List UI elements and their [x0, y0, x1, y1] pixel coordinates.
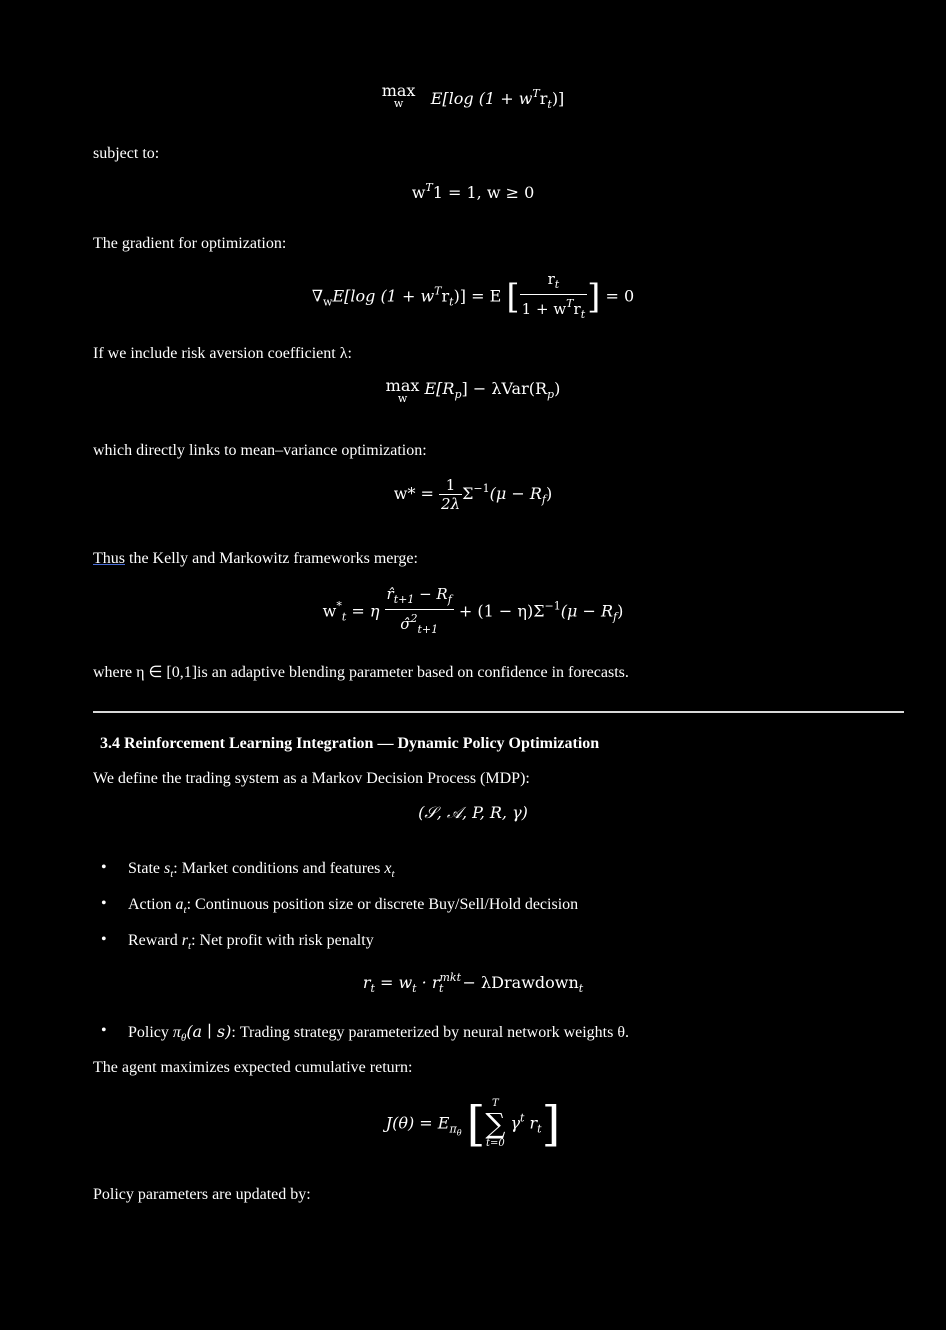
- eq-text: ] − λVar(R: [461, 379, 548, 398]
- eq-text: J(θ) = E: [385, 1113, 450, 1133]
- eq-text: E[R: [424, 379, 455, 398]
- eq-var: γ: [510, 1113, 521, 1133]
- eq-text: (μ − R: [489, 484, 542, 503]
- right-bracket: ]: [587, 277, 601, 317]
- eq-var: π: [172, 1024, 181, 1041]
- list-text: Action: [128, 896, 176, 913]
- eq-text: 1 = 1, w ≥ 0: [432, 183, 535, 202]
- sum-upper: T: [492, 1098, 499, 1109]
- paragraph-mean-variance: which directly links to mean–variance optimization:: [93, 442, 427, 459]
- eq-num: 1: [445, 476, 456, 494]
- max-label: max: [385, 376, 420, 395]
- eq-text: )] = E: [453, 286, 502, 306]
- list-item-policy: [128, 1022, 629, 1048]
- eq-sub: f: [447, 593, 452, 606]
- eq-sup: T: [566, 297, 574, 310]
- sigma-icon: ∑: [485, 1107, 506, 1140]
- eq-sub: t+1: [393, 593, 415, 606]
- fraction: [520, 270, 587, 324]
- eq-sub: t: [547, 98, 552, 111]
- nabla-symbol: ∇: [311, 286, 324, 306]
- eq-text: − R: [414, 585, 448, 603]
- equation-mean-variance-objective: [0, 378, 946, 406]
- list-text: : Trading strategy parameterized by neural network weights θ.: [231, 1024, 629, 1041]
- max-label: max: [381, 81, 416, 100]
- eq-sub: t: [188, 940, 192, 952]
- eq-text: )]: [551, 89, 565, 108]
- eq-var: w: [398, 973, 413, 992]
- eq-text: r: [441, 286, 450, 306]
- eq-text: w: [322, 601, 337, 621]
- eq-sub: θ: [180, 1032, 187, 1044]
- eq-sub: p: [547, 388, 555, 401]
- eq-sub: p: [454, 388, 462, 401]
- list-text: : Net profit with risk penalty: [191, 932, 374, 949]
- eq-var: s: [164, 860, 171, 877]
- eq-var: r: [181, 932, 188, 949]
- eq-sup: mkt: [439, 971, 462, 984]
- eq-text: r: [573, 300, 581, 318]
- spellcheck-word[interactable]: Thus: [93, 550, 125, 567]
- paragraph-mdp: We define the trading system as a Markov Decision Process (MDP):: [93, 770, 530, 787]
- paragraph-eta: where η ∈ [0,1]is an adaptive blending parameter based on confidence in forecasts.: [93, 664, 629, 681]
- equation-optimal-weights: [0, 476, 946, 513]
- paragraph-agent: The agent maximizes expected cumulative return:: [93, 1059, 413, 1076]
- eq-sub: t: [537, 1122, 542, 1136]
- summation: [485, 1098, 505, 1150]
- eq-var: a: [175, 896, 184, 913]
- sum-lower: t=0: [485, 1138, 505, 1149]
- paragraph-subject-to: subject to:: [93, 145, 160, 162]
- eq-text: Σ: [462, 484, 474, 503]
- eq-sub: f: [613, 610, 618, 624]
- eq-sup: T: [532, 87, 540, 100]
- eq-sub: t: [341, 610, 347, 624]
- max-subscript: w: [397, 392, 408, 405]
- paragraph-merge: [93, 549, 418, 569]
- eq-text: ): [617, 601, 624, 621]
- eq-text: = 0: [605, 286, 635, 306]
- eq-var: x: [384, 860, 392, 877]
- fraction: [385, 585, 454, 639]
- list-text: : Continuous position size or discrete Buy/Sell/Hold decision: [186, 896, 579, 913]
- eq-sub: π: [449, 1122, 457, 1136]
- eq-text: = η: [346, 601, 380, 621]
- eq-sub: f: [541, 493, 546, 506]
- list-text: Policy: [128, 1024, 173, 1041]
- eq-sup: −1: [544, 599, 561, 613]
- eq-sub: t: [554, 278, 560, 291]
- eq-text: 1 + w: [521, 300, 567, 318]
- bullet-icon: •: [101, 931, 107, 948]
- eq-text: r: [547, 270, 555, 288]
- eq-text: ): [554, 379, 561, 398]
- eq-sub: θ: [456, 1128, 462, 1138]
- eq-sub: t: [449, 295, 454, 309]
- eq-text: ): [545, 484, 553, 503]
- eq-sup: *: [336, 599, 342, 613]
- eq-text: · r: [416, 973, 440, 992]
- eq-sub: t: [183, 904, 187, 916]
- horizontal-divider: [93, 711, 904, 713]
- left-bracket: [: [506, 277, 520, 317]
- equation-blend: [0, 585, 946, 639]
- bullet-icon: •: [101, 1022, 107, 1039]
- list-text: Reward: [128, 932, 182, 949]
- eq-sup: 2: [410, 612, 418, 625]
- eq-sub: t: [578, 982, 584, 995]
- paragraph-policy-update: Policy parameters are updated by:: [93, 1186, 311, 1203]
- equation-constraint: [0, 177, 946, 204]
- paragraph-text: the Kelly and Markowitz frameworks merge:: [125, 550, 418, 567]
- eq-text: r̂: [386, 585, 394, 603]
- eq-sub: t: [580, 308, 586, 321]
- eq-text: σ̂: [400, 615, 411, 633]
- eq-text: − λDrawdown: [457, 973, 579, 992]
- right-bracket: ]: [541, 1096, 561, 1152]
- list-item-state: [128, 859, 395, 884]
- eq-text: E[log (1 + w: [332, 286, 435, 306]
- eq-sub: t: [170, 868, 174, 880]
- eq-text: =: [374, 973, 399, 992]
- paragraph-risk-aversion: If we include risk aversion coefficient λ:: [93, 345, 352, 362]
- fraction: [439, 476, 462, 513]
- eq-sup: −1: [473, 482, 490, 495]
- eq-sub: w: [323, 295, 333, 309]
- equation-objective: [0, 1098, 946, 1150]
- eq-text: (a ∣ s): [186, 1022, 232, 1041]
- eq-den: 2λ: [441, 495, 461, 513]
- eq-text: w* =: [393, 484, 440, 503]
- eq-var: r: [524, 1113, 538, 1133]
- eq-sup: T: [425, 181, 433, 194]
- eq-sup: T: [434, 284, 442, 298]
- eq-sub: t: [439, 982, 444, 995]
- paragraph-gradient: The gradient for optimization:: [93, 235, 287, 252]
- section-heading: 3.4 Reinforcement Learning Integration — Dynamic Policy Optimization: [100, 735, 600, 752]
- eq-text: w: [411, 183, 426, 202]
- list-text: State: [128, 860, 164, 877]
- list-item-reward: [128, 931, 374, 956]
- eq-sup: t: [520, 1111, 525, 1125]
- bullet-icon: •: [101, 859, 107, 876]
- equation-mdp-tuple: (𝒮, 𝒜, P, R, γ): [418, 803, 528, 822]
- eq-sub: t: [391, 868, 395, 880]
- eq-text: r: [539, 89, 548, 108]
- max-operator: [382, 83, 416, 108]
- equation-gradient: [0, 270, 946, 324]
- eq-sub: t+1: [417, 623, 439, 636]
- max-subscript: w: [393, 97, 404, 110]
- left-bracket: [: [466, 1096, 486, 1152]
- list-text: : Market conditions and features: [173, 860, 385, 877]
- max-operator: [386, 378, 420, 403]
- equation-kelly-objective: [0, 83, 946, 116]
- eq-text: (μ − R: [560, 601, 614, 621]
- eq-sub: t: [412, 982, 417, 995]
- eq-var: r: [362, 973, 371, 992]
- bullet-icon: •: [101, 895, 107, 912]
- list-item-action: [128, 895, 578, 920]
- eq-text: E[log (1 + w: [430, 89, 533, 108]
- eq-sub: t: [370, 982, 375, 995]
- equation-reward: [0, 967, 946, 1000]
- eq-text: + (1 − η)Σ: [458, 601, 545, 621]
